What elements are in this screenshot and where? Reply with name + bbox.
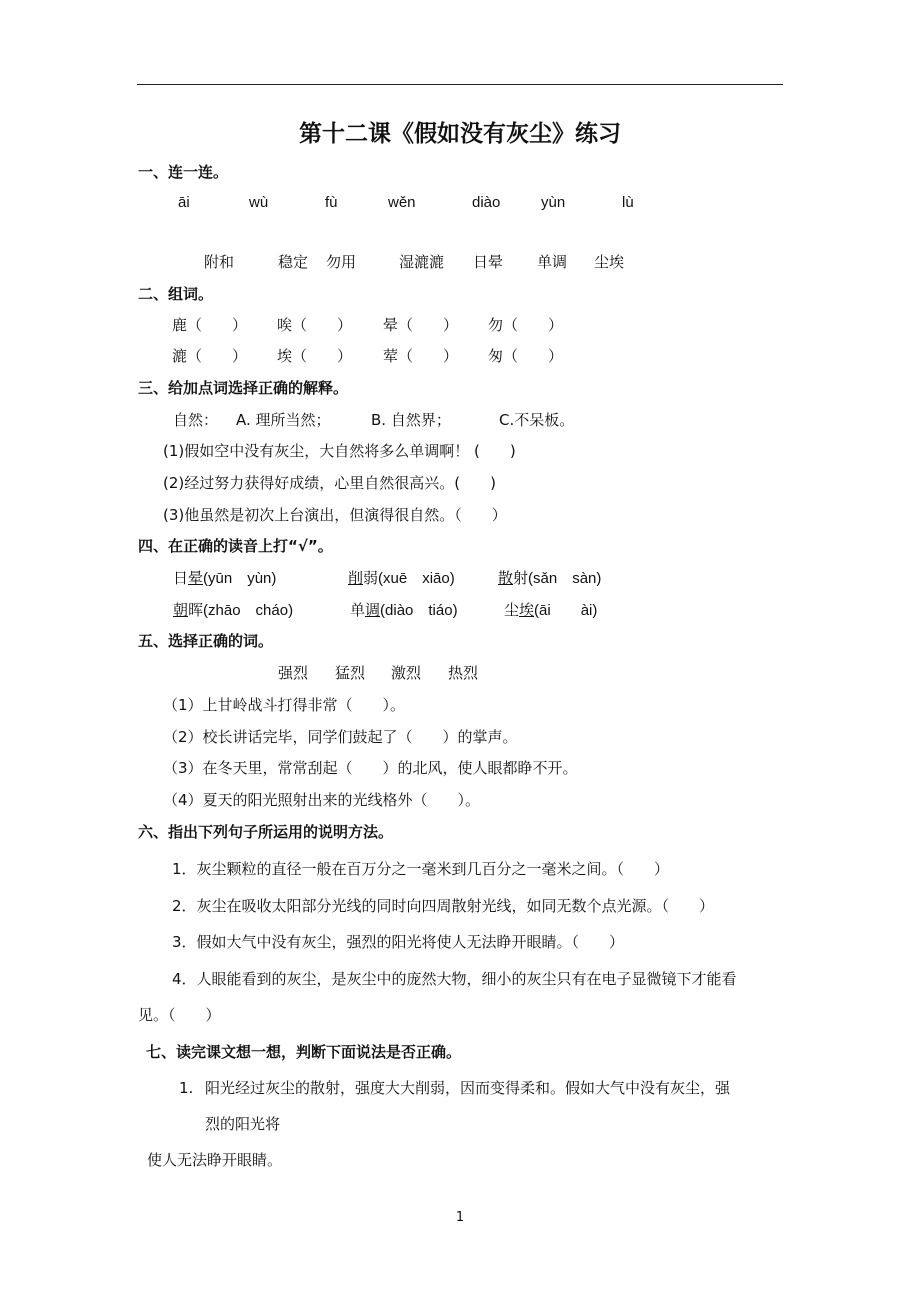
- pinyin-item: yùn: [541, 194, 566, 211]
- question-line: (1)假如空中没有灰尘，大自然将多么单调啊！ ( ): [163, 442, 516, 460]
- question-line: (3)他虽然是初次上台演出，但演得很自然。（ ）: [163, 506, 507, 524]
- choice-word: 强烈: [278, 664, 309, 682]
- reading-item: 尘埃(āi ài): [504, 601, 598, 619]
- question-line: （3）在冬天里，常常刮起（ ）的北风，使人眼都睁不开。: [163, 759, 578, 777]
- page-number: 1: [455, 1210, 465, 1225]
- section-1-heading: 一、连一连。: [138, 163, 229, 181]
- question-line: 4．人眼能看到的灰尘，是灰尘中的庞然大物，细小的灰尘只有在电子显微镜下才能看: [172, 970, 737, 988]
- question-line: （1）上甘岭战斗打得非常（ ）。: [163, 696, 406, 714]
- compound-item: 鹿（ ）: [172, 316, 248, 334]
- word-item: 勿用: [326, 253, 357, 271]
- pinyin-item: diào: [472, 194, 501, 211]
- section-7-heading: 七、读完课文想一想，判断下面说法是否正确。: [146, 1043, 462, 1061]
- question-line: （2）校长讲话完毕，同学们鼓起了（ ）的掌声。: [163, 728, 518, 746]
- question-line: 3．假如大气中没有灰尘，强烈的阳光将使人无法睁开眼睛。（ ）: [172, 933, 625, 951]
- option-b: B. 自然界；: [371, 411, 451, 429]
- pinyin-item: wù: [249, 194, 269, 211]
- reading-item: 削弱(xuē xiāo): [348, 569, 455, 587]
- word-item: 尘埃: [594, 253, 625, 271]
- reading-item: 单调(diào tiáo): [350, 601, 458, 619]
- option-c: C.不呆板。: [499, 411, 575, 429]
- compound-item: 勿（ ）: [488, 316, 564, 334]
- question-line: （4）夏天的阳光照射出来的光线格外（ ）。: [163, 791, 481, 809]
- compound-item: 荤（ ）: [383, 347, 459, 365]
- pinyin-item: wěn: [388, 194, 416, 211]
- pinyin-item: lù: [622, 194, 634, 211]
- page-title: 第十二课《假如没有灰尘》练习: [299, 121, 621, 147]
- pinyin-item: āi: [178, 194, 190, 211]
- choice-word: 激烈: [391, 664, 422, 682]
- choice-word: 热烈: [448, 664, 479, 682]
- word-item: 日晕: [473, 253, 504, 271]
- compound-item: 埃（ ）: [277, 347, 353, 365]
- reading-item: 日晕(yūn yùn): [173, 569, 277, 587]
- question-line: (2)经过努力获得好成绩，心里自然很高兴。( ): [163, 474, 496, 492]
- paragraph-line: 烈的阳光将: [205, 1115, 281, 1133]
- question-line: 2．灰尘在吸收太阳部分光线的同时向四周散射光线，如同无数个点光源。（ ）: [172, 897, 715, 915]
- compound-item: 匆（ ）: [488, 347, 564, 365]
- compound-item: 晕（ ）: [383, 316, 459, 334]
- pinyin-item: fù: [325, 194, 338, 211]
- choice-word: 猛烈: [335, 664, 366, 682]
- question-line: 见。（ ）: [138, 1006, 221, 1024]
- section-3-heading: 三、给加点词选择正确的解释。: [138, 379, 349, 397]
- header-rule: [137, 84, 783, 85]
- word-item: 单调: [537, 253, 568, 271]
- question-line: 1．灰尘颗粒的直径一般在百万分之一毫米到几百分之一毫米之间。（ ）: [172, 860, 670, 878]
- section-4-heading: 四、在正确的读音上打“√”。: [138, 537, 333, 555]
- word-item: 附和: [204, 253, 235, 271]
- word-item: 稳定: [278, 253, 309, 271]
- paragraph-line: 使人无法睁开眼睛。: [147, 1151, 283, 1169]
- reading-item: 朝晖(zhāo cháo): [173, 601, 294, 619]
- section-5-heading: 五、选择正确的词。: [138, 632, 274, 650]
- paragraph-line: 阳光经过灰尘的散射，强度大大削弱，因而变得柔和。假如大气中没有灰尘，强: [205, 1079, 731, 1097]
- section-6-heading: 六、指出下列句子所运用的说明方法。: [138, 823, 394, 841]
- compound-item: 漉（ ）: [172, 347, 248, 365]
- option-a: A. 理所当然；: [236, 411, 331, 429]
- option-label: 自然：: [173, 411, 219, 429]
- reading-item: 散射(sǎn sàn): [498, 569, 602, 587]
- word-item: 湿漉漉: [399, 253, 445, 271]
- compound-item: 唉（ ）: [277, 316, 353, 334]
- item-number: 1.: [179, 1079, 194, 1097]
- section-2-heading: 二、组词。: [138, 285, 214, 303]
